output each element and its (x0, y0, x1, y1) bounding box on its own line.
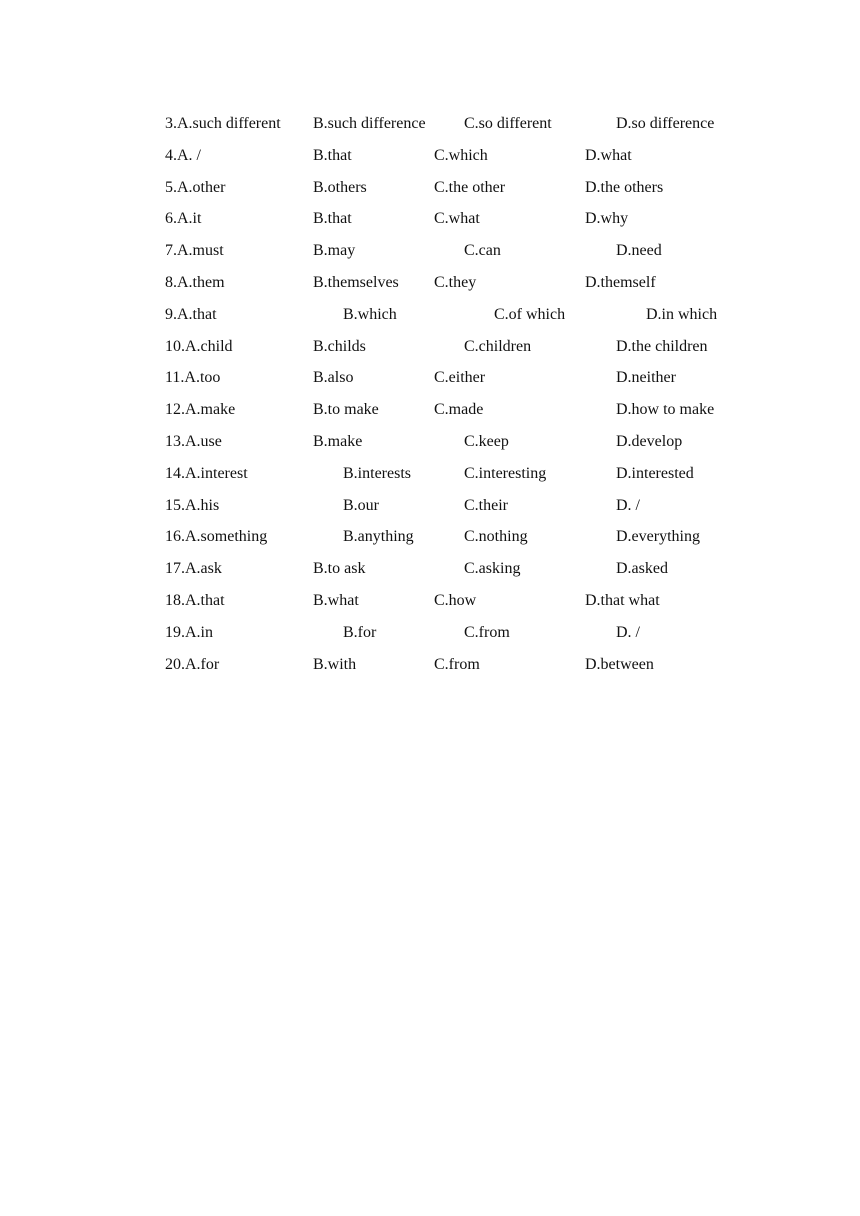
option-d: D.asked (616, 560, 668, 578)
option-a: 15.A.his (165, 496, 220, 514)
question-row (0, 464, 860, 496)
option-d: D.need (616, 242, 662, 260)
option-c: C.they (434, 274, 477, 291)
option-d: D.themself (585, 274, 656, 291)
option-d: D.everything (616, 528, 700, 546)
option-d: D.between (585, 655, 654, 673)
option-b: B.our (343, 496, 379, 514)
question-row (0, 273, 860, 305)
option-a: 12.A.make (165, 401, 236, 419)
question-row (0, 432, 860, 464)
option-c: C.keep (464, 433, 509, 450)
option-b: B.childs (313, 337, 366, 355)
question-row (0, 337, 860, 369)
option-c: C.how (434, 592, 477, 609)
option-b: B.what (313, 592, 359, 609)
option-a: 9.A.that (165, 305, 217, 323)
option-b: B.anything (343, 528, 414, 546)
option-b: B.interests (343, 464, 411, 482)
option-d: D.why (585, 210, 629, 228)
option-d: D.develop (616, 433, 683, 450)
question-row (0, 496, 860, 528)
option-b: B.to make (313, 401, 379, 419)
option-b: B.also (313, 369, 354, 387)
question-row (0, 241, 860, 273)
question-row (0, 400, 860, 432)
option-c: C.either (434, 369, 486, 387)
option-d: D. / (616, 496, 640, 514)
option-b: B.which (343, 305, 397, 323)
question-row (0, 368, 860, 400)
question-row (0, 178, 860, 210)
option-c: C.children (464, 337, 532, 355)
option-a: 3.A.such different (165, 115, 281, 132)
option-a: 13.A.use (165, 433, 222, 450)
option-d: D.in which (646, 305, 718, 323)
option-d: D.how to make (616, 401, 715, 419)
option-a: 4.A. / (165, 146, 201, 164)
option-c: C.asking (464, 560, 521, 578)
option-b: B.with (313, 655, 357, 673)
option-a: 17.A.ask (165, 560, 222, 578)
option-a: 19.A.in (165, 623, 213, 641)
option-d: D.what (585, 146, 632, 164)
option-c: C.their (464, 496, 508, 514)
option-c: C.made (434, 401, 484, 419)
question-row (0, 305, 860, 337)
option-c: C.which (434, 146, 488, 164)
option-a: 18.A.that (165, 592, 225, 609)
option-d: D.so difference (616, 115, 715, 132)
option-b: B.themselves (313, 274, 399, 291)
option-b: B.that (313, 210, 352, 228)
question-row (0, 655, 860, 687)
option-a: 20.A.for (165, 655, 220, 673)
option-c: C.from (464, 623, 510, 641)
option-a: 5.A.other (165, 178, 226, 196)
option-c: C.the other (434, 178, 506, 196)
option-a: 8.A.them (165, 274, 225, 291)
option-a: 6.A.it (165, 210, 202, 228)
option-c: C.from (434, 655, 480, 673)
option-b: B.to ask (313, 560, 366, 578)
option-c: C.what (434, 210, 480, 228)
option-c: C.can (464, 242, 501, 260)
option-a: 10.A.child (165, 337, 233, 355)
question-row (0, 559, 860, 591)
question-row (0, 623, 860, 655)
option-b: B.that (313, 146, 352, 164)
option-a: 16.A.something (165, 528, 268, 546)
option-c: C.interesting (464, 464, 547, 482)
option-b: B.for (343, 623, 377, 641)
option-d: D.that what (585, 592, 660, 609)
option-b: B.such difference (313, 115, 426, 132)
question-row (0, 209, 860, 241)
option-d: D.neither (616, 369, 676, 387)
option-c: C.of which (494, 305, 566, 323)
question-row (0, 591, 860, 623)
option-b: B.others (313, 178, 367, 196)
option-a: 11.A.too (165, 369, 221, 387)
option-d: D. / (616, 623, 640, 641)
option-b: B.make (313, 433, 363, 450)
option-c: C.nothing (464, 528, 528, 546)
option-d: D.the others (585, 178, 664, 196)
option-d: D.interested (616, 464, 694, 482)
question-row (0, 146, 860, 178)
option-d: D.the children (616, 337, 708, 355)
question-row (0, 114, 860, 146)
option-b: B.may (313, 242, 356, 260)
option-a: 14.A.interest (165, 464, 248, 482)
option-c: C.so different (464, 115, 552, 132)
option-a: 7.A.must (165, 242, 224, 260)
question-row (0, 527, 860, 559)
